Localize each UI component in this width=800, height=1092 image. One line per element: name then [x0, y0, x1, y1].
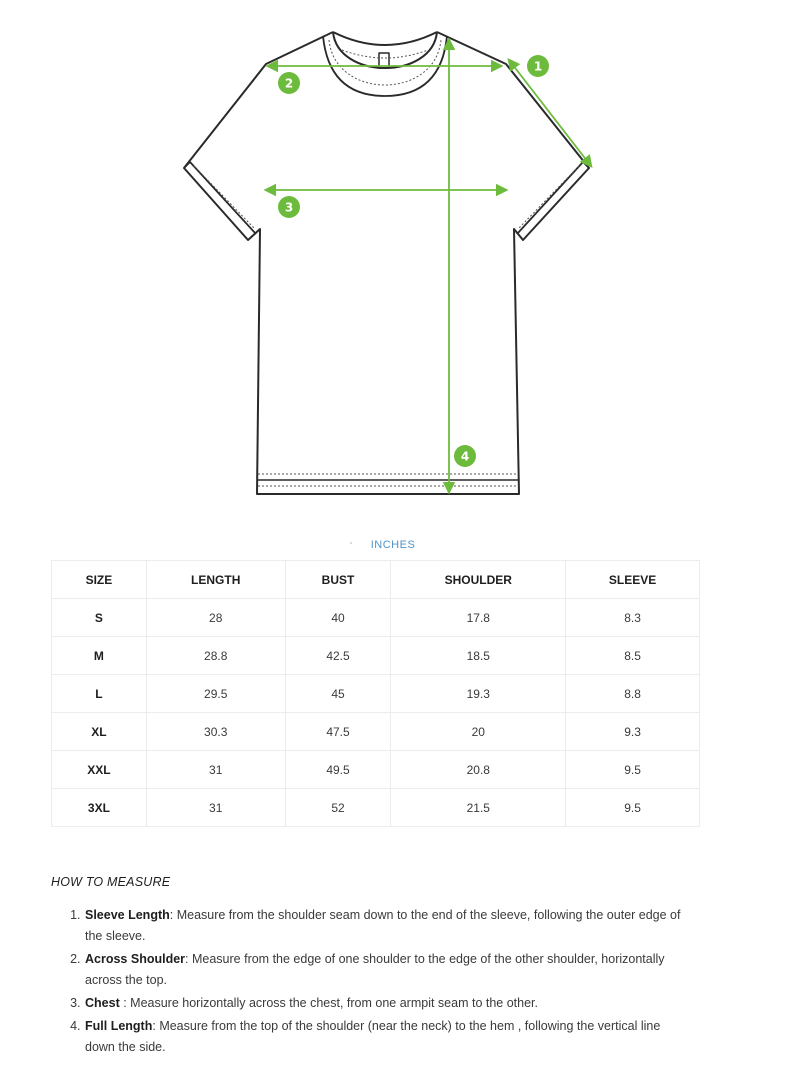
shoulder-cell: 21.5: [391, 789, 566, 827]
length-cell: 28: [146, 599, 285, 637]
instruction-text: Measure from the shoulder seam down to the end of the sleeve, following the outer edge of the sleeve.: [85, 908, 681, 943]
units-label: INCHES: [370, 539, 416, 551]
marker-4-label: 4: [460, 449, 470, 464]
size-chart-table: [51, 560, 700, 827]
separator: :: [185, 952, 192, 966]
tshirt-diagram: [0, 0, 800, 520]
table-header-row: [52, 561, 700, 599]
length-cell: 28.8: [146, 637, 285, 675]
shoulder-cell: 17.8: [391, 599, 566, 637]
size-cell: 3XL: [52, 789, 147, 827]
separator: :: [119, 996, 131, 1010]
table-row: [52, 599, 700, 637]
length-cell: 29.5: [146, 675, 285, 713]
bust-cell: 42.5: [285, 637, 391, 675]
term-full-length: Full Length: [85, 1019, 153, 1033]
bust-cell: 52: [285, 789, 391, 827]
marker-3-label: 3: [284, 200, 294, 215]
instruction-text: Measure from the top of the shoulder (near the neck) to the hem , following the vertical line down the side.: [85, 1019, 661, 1054]
instruction-text: Measure from the edge of one shoulder to the edge of the other shoulder, horizontally across the top.: [85, 952, 665, 987]
size-cell: S: [52, 599, 147, 637]
bust-cell: 49.5: [285, 751, 391, 789]
size-cell: XXL: [52, 751, 147, 789]
term-sleeve-length: Sleeve Length: [85, 908, 170, 922]
table-row: [52, 789, 700, 827]
header-sleeve: SLEEVE: [566, 561, 700, 599]
separator: :: [169, 908, 177, 922]
units-label-container: [0, 539, 786, 551]
list-item: [84, 993, 691, 1014]
sleeve-cell: 8.3: [566, 599, 700, 637]
size-cell: L: [52, 675, 147, 713]
marker-2-label: 2: [284, 76, 294, 91]
shoulder-cell: 18.5: [391, 637, 566, 675]
length-cell: 30.3: [146, 713, 285, 751]
length-cell: 31: [146, 751, 285, 789]
list-item: [84, 1016, 691, 1058]
length-cell: 31: [146, 789, 285, 827]
header-size: SIZE: [52, 561, 147, 599]
marker-badges: [278, 55, 549, 467]
header-bust: BUST: [285, 561, 391, 599]
bust-cell: 45: [285, 675, 391, 713]
list-item: [84, 905, 691, 947]
how-to-measure-title: HOW TO MEASURE: [51, 875, 171, 889]
size-cell: XL: [52, 713, 147, 751]
tshirt-outline-icon: [0, 0, 800, 520]
table-row: [52, 637, 700, 675]
marker-1-label: 1: [533, 59, 543, 74]
list-item: [84, 949, 691, 991]
measure-instructions-list: [51, 905, 691, 1058]
header-length: LENGTH: [146, 561, 285, 599]
dot-icon: [350, 542, 352, 544]
term-chest: Chest: [85, 996, 120, 1010]
sleeve-cell: 9.5: [566, 751, 700, 789]
table-row: [52, 675, 700, 713]
shoulder-cell: 20: [391, 713, 566, 751]
shoulder-cell: 19.3: [391, 675, 566, 713]
sleeve-cell: 9.5: [566, 789, 700, 827]
table-row: [52, 713, 700, 751]
shoulder-cell: 20.8: [391, 751, 566, 789]
how-to-measure-section: [51, 875, 691, 1060]
header-shoulder: SHOULDER: [391, 561, 566, 599]
sleeve-cell: 8.8: [566, 675, 700, 713]
table-row: [52, 751, 700, 789]
instruction-text: Measure horizontally across the chest, from one armpit seam to the other.: [130, 996, 538, 1010]
size-cell: M: [52, 637, 147, 675]
separator: :: [152, 1019, 160, 1033]
bust-cell: 47.5: [285, 713, 391, 751]
sleeve-cell: 8.5: [566, 637, 700, 675]
term-across-shoulder: Across Shoulder: [85, 952, 186, 966]
bust-cell: 40: [285, 599, 391, 637]
sleeve-cell: 9.3: [566, 713, 700, 751]
